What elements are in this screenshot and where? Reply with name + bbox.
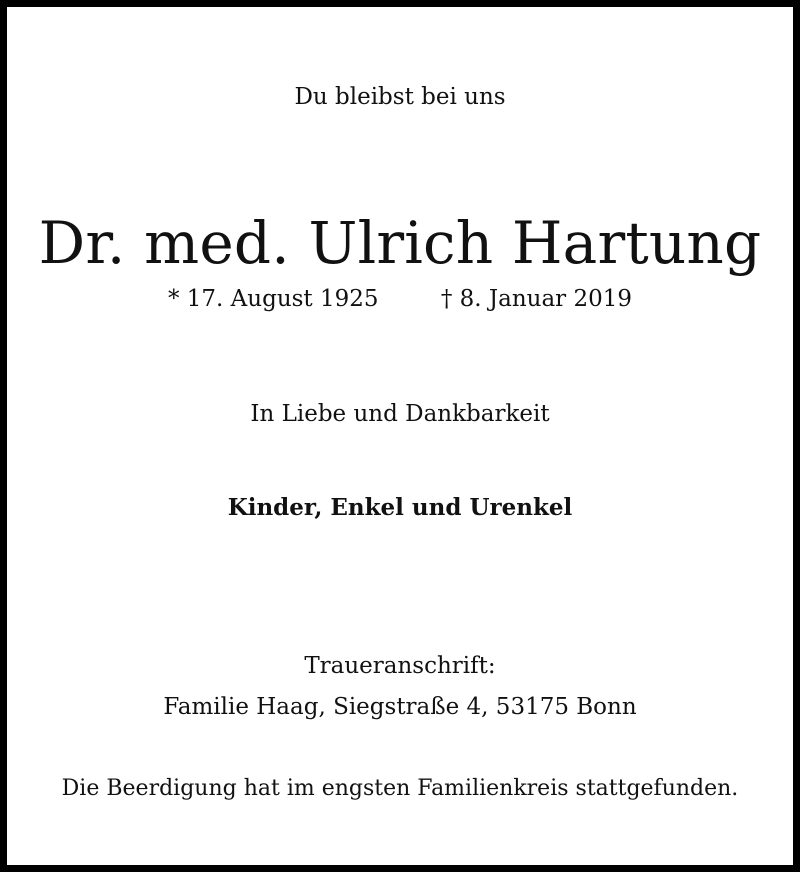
birth-date: * 17. August 1925 [167, 286, 379, 312]
mourning-address: Familie Haag, Siegstraße 4, 53175 Bonn [163, 694, 637, 720]
life-dates [7, 286, 793, 312]
address-label: Traueranschrift: [304, 653, 496, 679]
gratitude-line: In Liebe und Dankbarkeit [250, 401, 550, 427]
mourners-line: Kinder, Enkel und Urenkel [227, 494, 573, 521]
burial-note: Die Beerdigung hat im engsten Familienkreis stattgefunden. [61, 776, 739, 801]
death-date: † 8. Januar 2019 [440, 286, 633, 312]
deceased-name: Dr. med. Ulrich Hartung [38, 209, 762, 277]
motto-line: Du bleibst bei uns [294, 84, 506, 110]
